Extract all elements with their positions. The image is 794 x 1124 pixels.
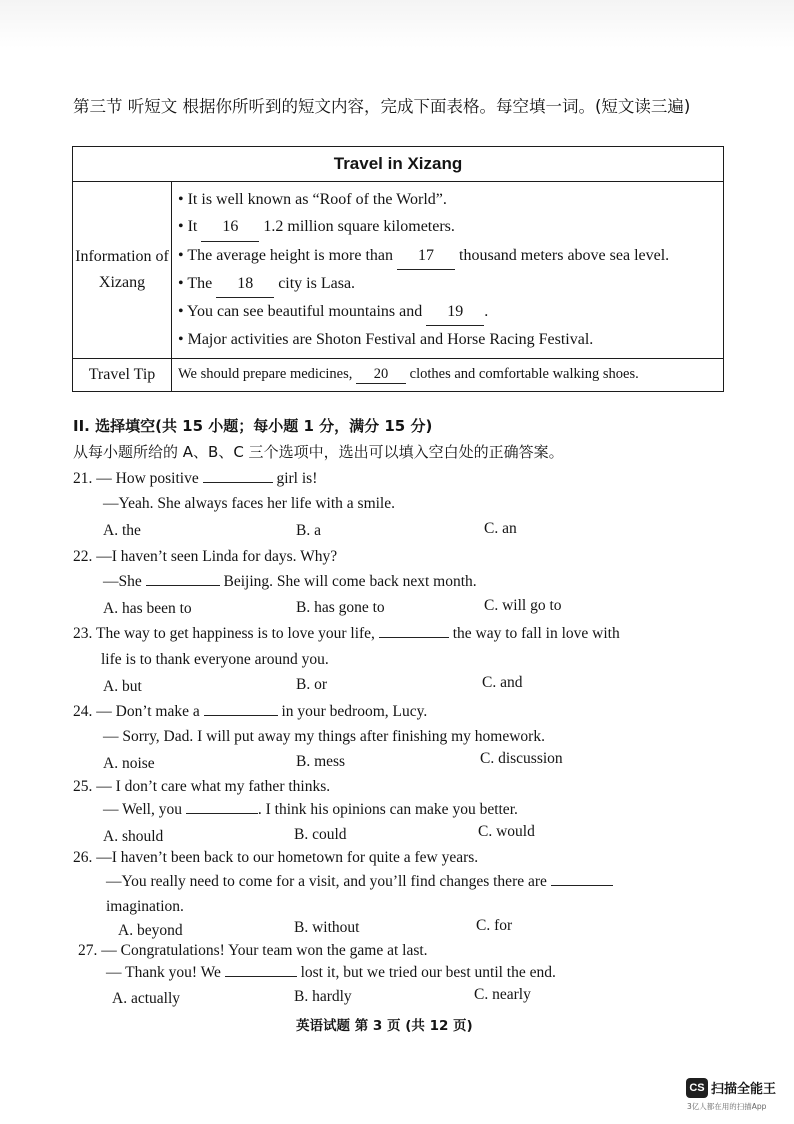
part2-instruction: 从每小题所给的 A、B、C 三个选项中，选出可以填入空白处的正确答案。 [73,443,564,461]
question-25-line2: — Well, you . I think his opinions can make you better. [103,801,518,818]
option-b[interactable]: B. could [294,826,347,843]
option-c[interactable]: C. will go to [484,597,562,614]
info-line: • You can see beautiful mountains and 19 . [178,298,723,326]
option-a[interactable]: A. beyond [118,922,183,939]
question-24-line2: — Sorry, Dad. I will put away my things after finishing my homework. [103,728,545,745]
question-25: 25. — I don’t care what my father thinks. [73,778,331,795]
question-23: 23. The way to get happiness is to love your life, the way to fall in love with [73,625,620,642]
table-title: Travel in Xizang [73,147,724,182]
camscanner-logo-icon: CS [686,1078,708,1098]
question-27: 27. — Congratulations! Your team won the game at last. [78,942,428,959]
question-26-line2: —You really need to come for a visit, and you’ll find changes there are [106,870,613,894]
answer-blank[interactable] [146,571,220,586]
tip-label: Travel Tip [73,358,172,391]
option-c[interactable]: C. would [478,823,535,840]
tip-cell: We should prepare medicines, 20 clothes and comfortable walking shoes. [172,358,724,391]
answer-blank[interactable] [204,701,278,716]
answer-blank-18[interactable]: 18 [216,270,274,298]
option-b[interactable]: B. or [296,676,327,693]
option-c[interactable]: C. discussion [480,750,563,767]
option-a[interactable]: A. but [103,678,142,695]
option-a[interactable]: A. should [103,828,164,845]
answer-blank[interactable] [379,623,449,638]
info-label: Information of Xizang [73,182,172,359]
answer-blank-19[interactable]: 19 [426,298,484,326]
question-26: 26. —I haven’t been back to our hometown for quite a few years. [73,849,479,866]
option-c[interactable]: C. nearly [474,986,531,1003]
info-line: • The average height is more than 17 thousand meters above sea level. [178,242,723,270]
question-23-line2: life is to thank everyone around you. [101,651,329,668]
travel-table [72,146,724,392]
question-21: 21. — How positive girl is! [73,470,318,487]
info-line: • It is well known as “Roof of the World”. [178,191,447,208]
option-a[interactable]: A. has been to [103,600,192,617]
answer-blank-20[interactable]: 20 [356,366,406,384]
info-cell [172,182,724,359]
question-22-line2: —She Beijing. She will come back next month. [103,573,477,590]
watermark-sub: 3亿人都在用的扫描App [687,1102,767,1111]
info-line: • It 16 1.2 million square kilometers. [178,213,723,241]
watermark-name: 扫描全能王 [711,1082,777,1097]
option-c[interactable]: C. for [476,917,513,934]
option-b[interactable]: B. hardly [294,988,352,1005]
page-footer: 英语试题 第 3 页 (共 12 页) [296,1018,473,1034]
question-21-line2: —Yeah. She always faces her life with a smile. [103,495,395,512]
option-a[interactable]: A. actually [112,990,181,1007]
option-b[interactable]: B. has gone to [296,599,385,616]
section3-heading: 第三节 听短文 根据你所听到的短文内容，完成下面表格。每空填一词。(短文读三遍) [73,97,691,116]
option-b[interactable]: B. a [296,522,321,539]
scan-top-shadow [0,0,794,48]
question-22: 22. —I haven’t seen Linda for days. Why? [73,548,338,565]
info-line: • Major activities are Shoton Festival and Horse Racing Festival. [178,331,594,349]
question-26-line3: imagination. [106,898,184,915]
option-a[interactable]: A. the [103,522,141,539]
answer-blank[interactable] [203,468,273,483]
info-line: • The 18 city is Lasa. [178,270,723,298]
option-a[interactable]: A. noise [103,755,155,772]
answer-blank-17[interactable]: 17 [397,242,455,270]
part2-title: II. 选择填空(共 15 小题；每小题 1 分，满分 15 分) [73,417,433,435]
answer-blank[interactable] [225,962,297,977]
question-27-line2: — Thank you! We lost it, but we tried our best until the end. [106,964,556,981]
question-24: 24. — Don’t make a in your bedroom, Lucy. [73,703,428,720]
answer-blank[interactable] [186,799,258,814]
answer-blank[interactable] [551,871,613,886]
option-c[interactable]: C. and [482,674,523,691]
option-c[interactable]: C. an [484,520,517,537]
answer-blank-16[interactable]: 16 [201,213,259,241]
option-b[interactable]: B. without [294,919,360,936]
option-b[interactable]: B. mess [296,753,346,770]
